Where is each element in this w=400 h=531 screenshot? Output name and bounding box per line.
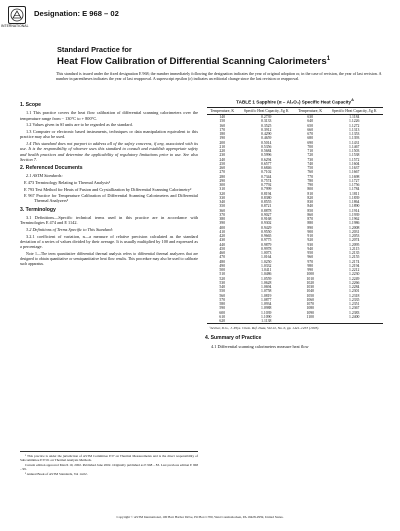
table-cell: 0.5014 bbox=[261, 140, 272, 145]
table-cell: 260 bbox=[219, 166, 226, 171]
table-cell: 980 bbox=[307, 263, 314, 268]
table-cell: 1.1184 bbox=[349, 115, 360, 120]
copyright-footer: Copyright © ASTM International, 100 Barr Harbor Drive, PO Box C700, West Conshohocken, PA 19428-2959, United States. bbox=[116, 515, 284, 519]
reference-e967: E 967 Practice for Temperature Calibration of Differential Scanning Calorimeters and Differential Thermal Analyzers² bbox=[24, 193, 198, 204]
table-cell: 1.1503 bbox=[349, 149, 360, 154]
table-cell: 800 bbox=[307, 187, 314, 192]
table-cell: 450 bbox=[219, 246, 226, 251]
table-cell: 380 bbox=[219, 217, 226, 222]
designation: Designation: E 968 – 02 bbox=[34, 9, 119, 18]
table-cell: 400 bbox=[219, 225, 226, 230]
table-cell: 630 bbox=[307, 115, 314, 120]
table-cell: 740 bbox=[307, 161, 314, 166]
table-cell: 1.0486 bbox=[261, 272, 272, 277]
table-cell: 250 bbox=[219, 161, 226, 166]
reference-e793: E 793 Test Method for Heats of Fusion and Crystallization by Differential Scanning Calorimetry² bbox=[24, 186, 192, 192]
table-cell: 0.6846 bbox=[261, 166, 272, 171]
summary-of-practice-heading: 4. Summary of Practice bbox=[205, 335, 262, 342]
table-cell: 1.0758 bbox=[261, 289, 272, 294]
table-cell: 540 bbox=[219, 285, 226, 290]
referenced-documents-heading: 2. Referenced Documents bbox=[20, 165, 83, 171]
table-cell: 320 bbox=[219, 191, 226, 196]
table-cell: 0.9550 bbox=[261, 229, 272, 234]
right-column bbox=[205, 98, 385, 350]
header-heat-capacity-2: Specific Heat Capacity, J/g K bbox=[326, 107, 384, 114]
table-cell: 1.2135 bbox=[349, 251, 360, 256]
table-cell: 1070 bbox=[306, 302, 315, 307]
table-cell: 0.9665 bbox=[261, 234, 272, 239]
table-cell: 1.0628 bbox=[261, 280, 272, 285]
table-cell: 1.2301 bbox=[349, 289, 360, 294]
table-cell: 850 bbox=[307, 208, 314, 213]
sapphire-heat-capacity-table bbox=[207, 107, 383, 325]
table-cell: 370 bbox=[219, 212, 226, 217]
header-temperature-1: Temperature, K bbox=[207, 107, 238, 114]
table-cell: 1.1393 bbox=[349, 136, 360, 141]
table-cell: 0.7999 bbox=[261, 187, 272, 192]
table-cell: 1.1090 bbox=[261, 314, 272, 319]
table-cell: 200 bbox=[219, 140, 226, 145]
table-cell: 330 bbox=[219, 195, 226, 200]
table-cell: 1.1784 bbox=[349, 187, 360, 192]
table-cell: 580 bbox=[219, 302, 226, 307]
terminology-heading: 3. Terminology bbox=[20, 206, 56, 213]
table-cell: 1.1864 bbox=[349, 200, 360, 205]
table-cell: 1.2383 bbox=[349, 310, 360, 315]
table-cell: 140 bbox=[219, 115, 226, 120]
title-footnote-mark: 1 bbox=[326, 56, 331, 62]
table-cell: 1.1698 bbox=[349, 174, 360, 179]
table-cell: 720 bbox=[307, 153, 314, 158]
table-cell: 0.8555 bbox=[261, 200, 272, 205]
table-cell: 0.7574 bbox=[261, 178, 272, 183]
table-cell: 770 bbox=[307, 174, 314, 179]
table-cell: 710 bbox=[307, 149, 314, 154]
table-cell: 1090 bbox=[306, 310, 315, 315]
table-cell: 880 bbox=[307, 221, 314, 226]
table-cell: 1.1811 bbox=[349, 191, 360, 196]
table-cell: 390 bbox=[219, 221, 226, 226]
table-cell: 0.9027 bbox=[261, 212, 272, 217]
astm-logo-icon bbox=[8, 6, 26, 24]
table-cell: 1030 bbox=[306, 285, 315, 290]
table-cell: 560 bbox=[219, 293, 226, 298]
header-temperature-2: Temperature, K bbox=[295, 107, 326, 114]
table-cell: 620 bbox=[207, 319, 238, 324]
title-line-2 bbox=[57, 54, 387, 67]
table-cell: 220 bbox=[219, 149, 226, 154]
table-cell: 0.3525 bbox=[261, 123, 272, 128]
table-cell: 0.5996 bbox=[261, 153, 272, 158]
table-cell: 430 bbox=[219, 238, 226, 243]
terminology-3-1: 3.1 Definitions—Specific technical terms used in this practice are in accordance with Terminologies E 474 and E 1142. bbox=[20, 214, 198, 226]
table-cell: 790 bbox=[307, 183, 314, 188]
table-cell: 640 bbox=[307, 119, 314, 124]
table-cell: 460 bbox=[219, 251, 226, 256]
table-cell: 610 bbox=[219, 314, 226, 319]
scope-1-3: 1.3 Computer or electronic based instruments, techniques or data manipulation equivalent to this practice may also be used. bbox=[20, 129, 198, 140]
scope-1-4: 1.4 This standard does not purport to address all of the safety concerns, if any, associated with its use. It is the responsibility of whoever uses this standard to consult and establish appropriate safety and health practices and determine the applicability of regulatory limitations prior to use. See also Section 7. bbox=[20, 141, 198, 162]
table-cell: 0.4659 bbox=[261, 136, 272, 141]
table-cell: 420 bbox=[219, 234, 226, 239]
table-cell: 1.1962 bbox=[349, 217, 360, 222]
table-cell: 670 bbox=[307, 132, 314, 137]
table-cell: 920 bbox=[307, 238, 314, 243]
table-cell: 0.3133 bbox=[261, 119, 272, 124]
table-title-text: TABLE 1 Sapphire (α – Al₂O₃) Specific Heat Capacity bbox=[236, 99, 352, 105]
table-cell: 170 bbox=[219, 127, 226, 132]
table-cell: 840 bbox=[307, 204, 314, 209]
table-cell: 1.1756 bbox=[349, 183, 360, 188]
table-cell: 0.8721 bbox=[261, 204, 272, 209]
table-cell: 1.1572 bbox=[349, 157, 360, 162]
table-cell: 0.3912 bbox=[261, 127, 272, 132]
table-cell: 1.2194 bbox=[349, 263, 360, 268]
table-cell: 900 bbox=[307, 229, 314, 234]
table-cell: 970 bbox=[307, 259, 314, 264]
table-cell: 1.2335 bbox=[349, 297, 360, 302]
logo-caption: INTERNATIONAL bbox=[1, 24, 29, 28]
table-cell: 0.6294 bbox=[261, 157, 272, 162]
table-cell: 1.1986 bbox=[349, 221, 360, 226]
table-cell: 280 bbox=[219, 174, 226, 179]
table-body bbox=[207, 115, 383, 324]
table-cell: 1.2367 bbox=[349, 306, 360, 311]
footnotes bbox=[20, 451, 198, 477]
table-cell: 1.0073 bbox=[261, 251, 272, 256]
table-cell: 0.9978 bbox=[261, 246, 272, 251]
table-cell: 830 bbox=[307, 200, 314, 205]
table-cell: 1.1353 bbox=[349, 132, 360, 137]
table-cell: 1.0934 bbox=[261, 302, 272, 307]
table-cell: 0.9302 bbox=[261, 221, 272, 226]
table-cell: 300 bbox=[219, 183, 226, 188]
table-cell: 180 bbox=[219, 132, 226, 137]
table-cell: 1.2212 bbox=[349, 268, 360, 273]
table-cell: 1.1272 bbox=[349, 123, 360, 128]
table-cell: 350 bbox=[219, 204, 226, 209]
table-cell: 0.6577 bbox=[261, 161, 272, 166]
table-cell: 890 bbox=[307, 225, 314, 230]
table-cell: 1.0164 bbox=[261, 255, 272, 260]
table-cell: 1060 bbox=[306, 297, 315, 302]
table-cell: 240 bbox=[219, 157, 226, 162]
table-cell: 780 bbox=[307, 178, 314, 183]
table-cell: 0.7102 bbox=[261, 170, 272, 175]
table-cell: 310 bbox=[219, 187, 226, 192]
table-cell: 1.2115 bbox=[349, 246, 360, 251]
table-cell: 1100 bbox=[306, 314, 314, 319]
table-cell: 700 bbox=[307, 144, 314, 149]
title-text: Heat Flow Calibration of Differential Scanning Calorimeters bbox=[57, 56, 327, 68]
footnote-2: ² Annual Book of ASTM Standards, Vol 14.02. bbox=[25, 472, 88, 477]
table-cell: 0.8380 bbox=[261, 195, 272, 200]
table-cell: 0.8878 bbox=[261, 208, 272, 213]
table-cell: 480 bbox=[219, 259, 226, 264]
table-cell: 1.1538 bbox=[349, 153, 360, 158]
table-cell: 0.9168 bbox=[261, 217, 272, 222]
footnote-1: ¹ This practice is under the jurisdiction of ASTM Committee E37 on Thermal Measurements and is the direct responsibility of Subcommittee E37.01 on Thermal Analysis Methods. bbox=[20, 454, 198, 463]
table-cell: 600 bbox=[219, 310, 226, 315]
terminology-3-2-1: 3.2.1 coefficient of variation, n—a measure of relative precision calculated as the standard deviation of a series of values divided by their average. It is usually multiplied by 100 and expressed as a percentage. bbox=[20, 233, 198, 250]
table-cell: 500 bbox=[219, 268, 226, 273]
table-cell: 530 bbox=[219, 280, 226, 285]
table-cell: 990 bbox=[307, 268, 314, 273]
table-cell: 1.0250 bbox=[261, 259, 272, 264]
table-cell: 230 bbox=[219, 153, 226, 158]
table-cell: 1010 bbox=[306, 276, 315, 281]
table-cell: 690 bbox=[307, 140, 314, 145]
table-cell: 410 bbox=[219, 229, 226, 234]
table-cell: 810 bbox=[307, 191, 314, 196]
title-line-1: Standard Practice for bbox=[57, 45, 132, 54]
table-cell: 0.2739 bbox=[261, 115, 272, 120]
table-cell bbox=[295, 319, 326, 324]
table-cell: 270 bbox=[219, 170, 226, 175]
table-cell: 1.1914 bbox=[349, 208, 360, 213]
table-cell: 1.1467 bbox=[349, 144, 360, 149]
table-cell: 0.8194 bbox=[261, 191, 272, 196]
table-cell: 1.1637 bbox=[349, 166, 360, 171]
table-cell: 1.2249 bbox=[349, 276, 360, 281]
table-cell: 0.5356 bbox=[261, 144, 272, 149]
table-cell: 1.0819 bbox=[261, 293, 272, 298]
table-cell: 340 bbox=[219, 200, 226, 205]
table-cell: 0.7344 bbox=[261, 174, 272, 179]
table-cell: 150 bbox=[219, 119, 226, 124]
table-cell: 1000 bbox=[306, 272, 315, 277]
table-title-mark: A bbox=[351, 98, 354, 102]
table-footnote: ᴬArchar, D.G., J. Phys. Chem. Ref. Data, Vol 22, No. 6, pp. 1441–1453 (1993). bbox=[209, 326, 320, 331]
issue-statement: This standard is issued under the fixed designation E 968; the number immediately following the designation indicates the year of original adoption or, in the case of revision, the year of last revision. A number in parentheses indicates the year of last reapproval. A superscript epsilon (ε) indicates an editorial change since the last revision or reapproval. bbox=[56, 71, 382, 82]
table-row bbox=[207, 319, 383, 324]
table-cell: 870 bbox=[307, 217, 314, 222]
table-cell: 730 bbox=[307, 157, 314, 162]
table-cell: 860 bbox=[307, 212, 314, 217]
table-cell: 210 bbox=[219, 144, 226, 149]
table-cell: 290 bbox=[219, 178, 226, 183]
table-cell: 1.2031 bbox=[349, 229, 360, 234]
table-cell: 1.2155 bbox=[349, 255, 360, 260]
astm-standards-subheading: 2.1 ASTM Standards: bbox=[26, 173, 63, 179]
scope-1-1: 1.1 This practice covers the heat flow calibration of differential scanning calorimeters over the temperature range from − 130°C to + 800°C. bbox=[20, 110, 198, 121]
table-cell: 760 bbox=[307, 170, 314, 175]
table-cell: 910 bbox=[307, 234, 314, 239]
table-cell: 570 bbox=[219, 297, 226, 302]
table-cell: 1.1313 bbox=[349, 127, 360, 132]
table-cell: 1.1667 bbox=[349, 170, 360, 175]
table-cell: 960 bbox=[307, 255, 314, 260]
table-cell: 1.0332 bbox=[261, 263, 272, 268]
table-cell: 0.7792 bbox=[261, 183, 272, 188]
table-title bbox=[205, 98, 385, 105]
table-cell: 160 bbox=[219, 123, 226, 128]
scope-heading: 1. Scope bbox=[20, 102, 41, 108]
table-cell: 1.2230 bbox=[349, 272, 360, 277]
table-cell: 1.1138 bbox=[238, 319, 295, 324]
table-cell: 0.9775 bbox=[261, 238, 272, 243]
table-cell: 1.1890 bbox=[349, 204, 360, 209]
table-cell: 1.2174 bbox=[349, 259, 360, 264]
table-cell: 1020 bbox=[306, 280, 315, 285]
terminology-3-2: 3.2 Definitions of Terms Specific to This Standard: bbox=[26, 226, 114, 232]
table-cell: 1080 bbox=[306, 306, 315, 311]
table-cell: 1.2095 bbox=[349, 242, 360, 247]
table-cell: 490 bbox=[219, 263, 226, 268]
document-title bbox=[57, 45, 387, 67]
table-cell: 1.2053 bbox=[349, 234, 360, 239]
table-cell: 650 bbox=[307, 123, 314, 128]
table-cell: 750 bbox=[307, 166, 314, 171]
table-cell: 0.4290 bbox=[261, 132, 272, 137]
table-header-row bbox=[207, 107, 383, 114]
scope-1-2: 1.2 Values given in SI units are to be regarded as the standard. bbox=[26, 122, 133, 128]
header-heat-capacity-1: Specific Heat Capacity, J/g K bbox=[238, 107, 295, 114]
table-cell: 1.1226 bbox=[349, 119, 360, 124]
practice-4-1: 4.1 Differential scanning calorimeters measure heat flow bbox=[211, 343, 309, 349]
table-cell: 1.0988 bbox=[261, 306, 272, 311]
table-cell: 950 bbox=[307, 251, 314, 256]
table-cell: 590 bbox=[219, 306, 226, 311]
table-cell: 1.2318 bbox=[349, 293, 360, 298]
table-cell: 680 bbox=[307, 136, 314, 141]
table-cell: 1.0411 bbox=[261, 268, 272, 273]
table-cell: 440 bbox=[219, 242, 226, 247]
table-cell: 1.1039 bbox=[261, 310, 272, 315]
table-cell: 1.2400 bbox=[349, 314, 360, 319]
table-cell: 1.2284 bbox=[349, 285, 360, 290]
table-cell: 1.2351 bbox=[349, 302, 360, 307]
table-cell: 1.1939 bbox=[349, 212, 360, 217]
table-cell: 1.0877 bbox=[261, 297, 272, 302]
table-cell: 1050 bbox=[306, 293, 315, 298]
table-cell: 1.1727 bbox=[349, 178, 360, 183]
table-cell: 930 bbox=[307, 242, 314, 247]
reference-e473: E 473 Terminology Relating to Thermal Analysis² bbox=[24, 180, 111, 185]
table-cell: 190 bbox=[219, 136, 226, 141]
table-cell: 470 bbox=[219, 255, 226, 260]
footnote-edition: Current edition approved March 10, 2002. Published June 2002. Originally published as E 968 – 83. Last previous edition E 968 – 99. bbox=[20, 463, 198, 472]
table-cell: 1.0559 bbox=[261, 276, 272, 281]
table-cell: 0.9879 bbox=[261, 242, 272, 247]
table-cell: 360 bbox=[219, 208, 226, 213]
table-cell: 1.0694 bbox=[261, 285, 272, 290]
table-cell: 0.5684 bbox=[261, 149, 272, 154]
table-cell: 510 bbox=[219, 272, 226, 277]
table-cell: 1.2008 bbox=[349, 225, 360, 230]
table-cell: 520 bbox=[219, 276, 226, 281]
table-cell: 0.9429 bbox=[261, 225, 272, 230]
note-1: Note 1—The term quantitative differential thermal analysis refers to differential thermal analyzers that are designed to obtain quantitative or semiquantitative heat flow results. This procedure may also be used to calibrate such apparatus. bbox=[20, 252, 198, 266]
table-cell: 1.1839 bbox=[349, 195, 360, 200]
table-cell: 660 bbox=[307, 127, 314, 132]
table-cell: 820 bbox=[307, 195, 314, 200]
left-column bbox=[20, 99, 198, 268]
table-cell: 1.2266 bbox=[349, 280, 360, 285]
table-cell: 940 bbox=[307, 246, 314, 251]
table-cell: 1.2074 bbox=[349, 238, 360, 243]
table-cell bbox=[326, 319, 384, 324]
table-cell: 1.1431 bbox=[349, 140, 360, 145]
table-cell: 550 bbox=[219, 289, 226, 294]
table-cell: 1.1604 bbox=[349, 161, 360, 166]
table-cell: 1040 bbox=[306, 289, 315, 294]
